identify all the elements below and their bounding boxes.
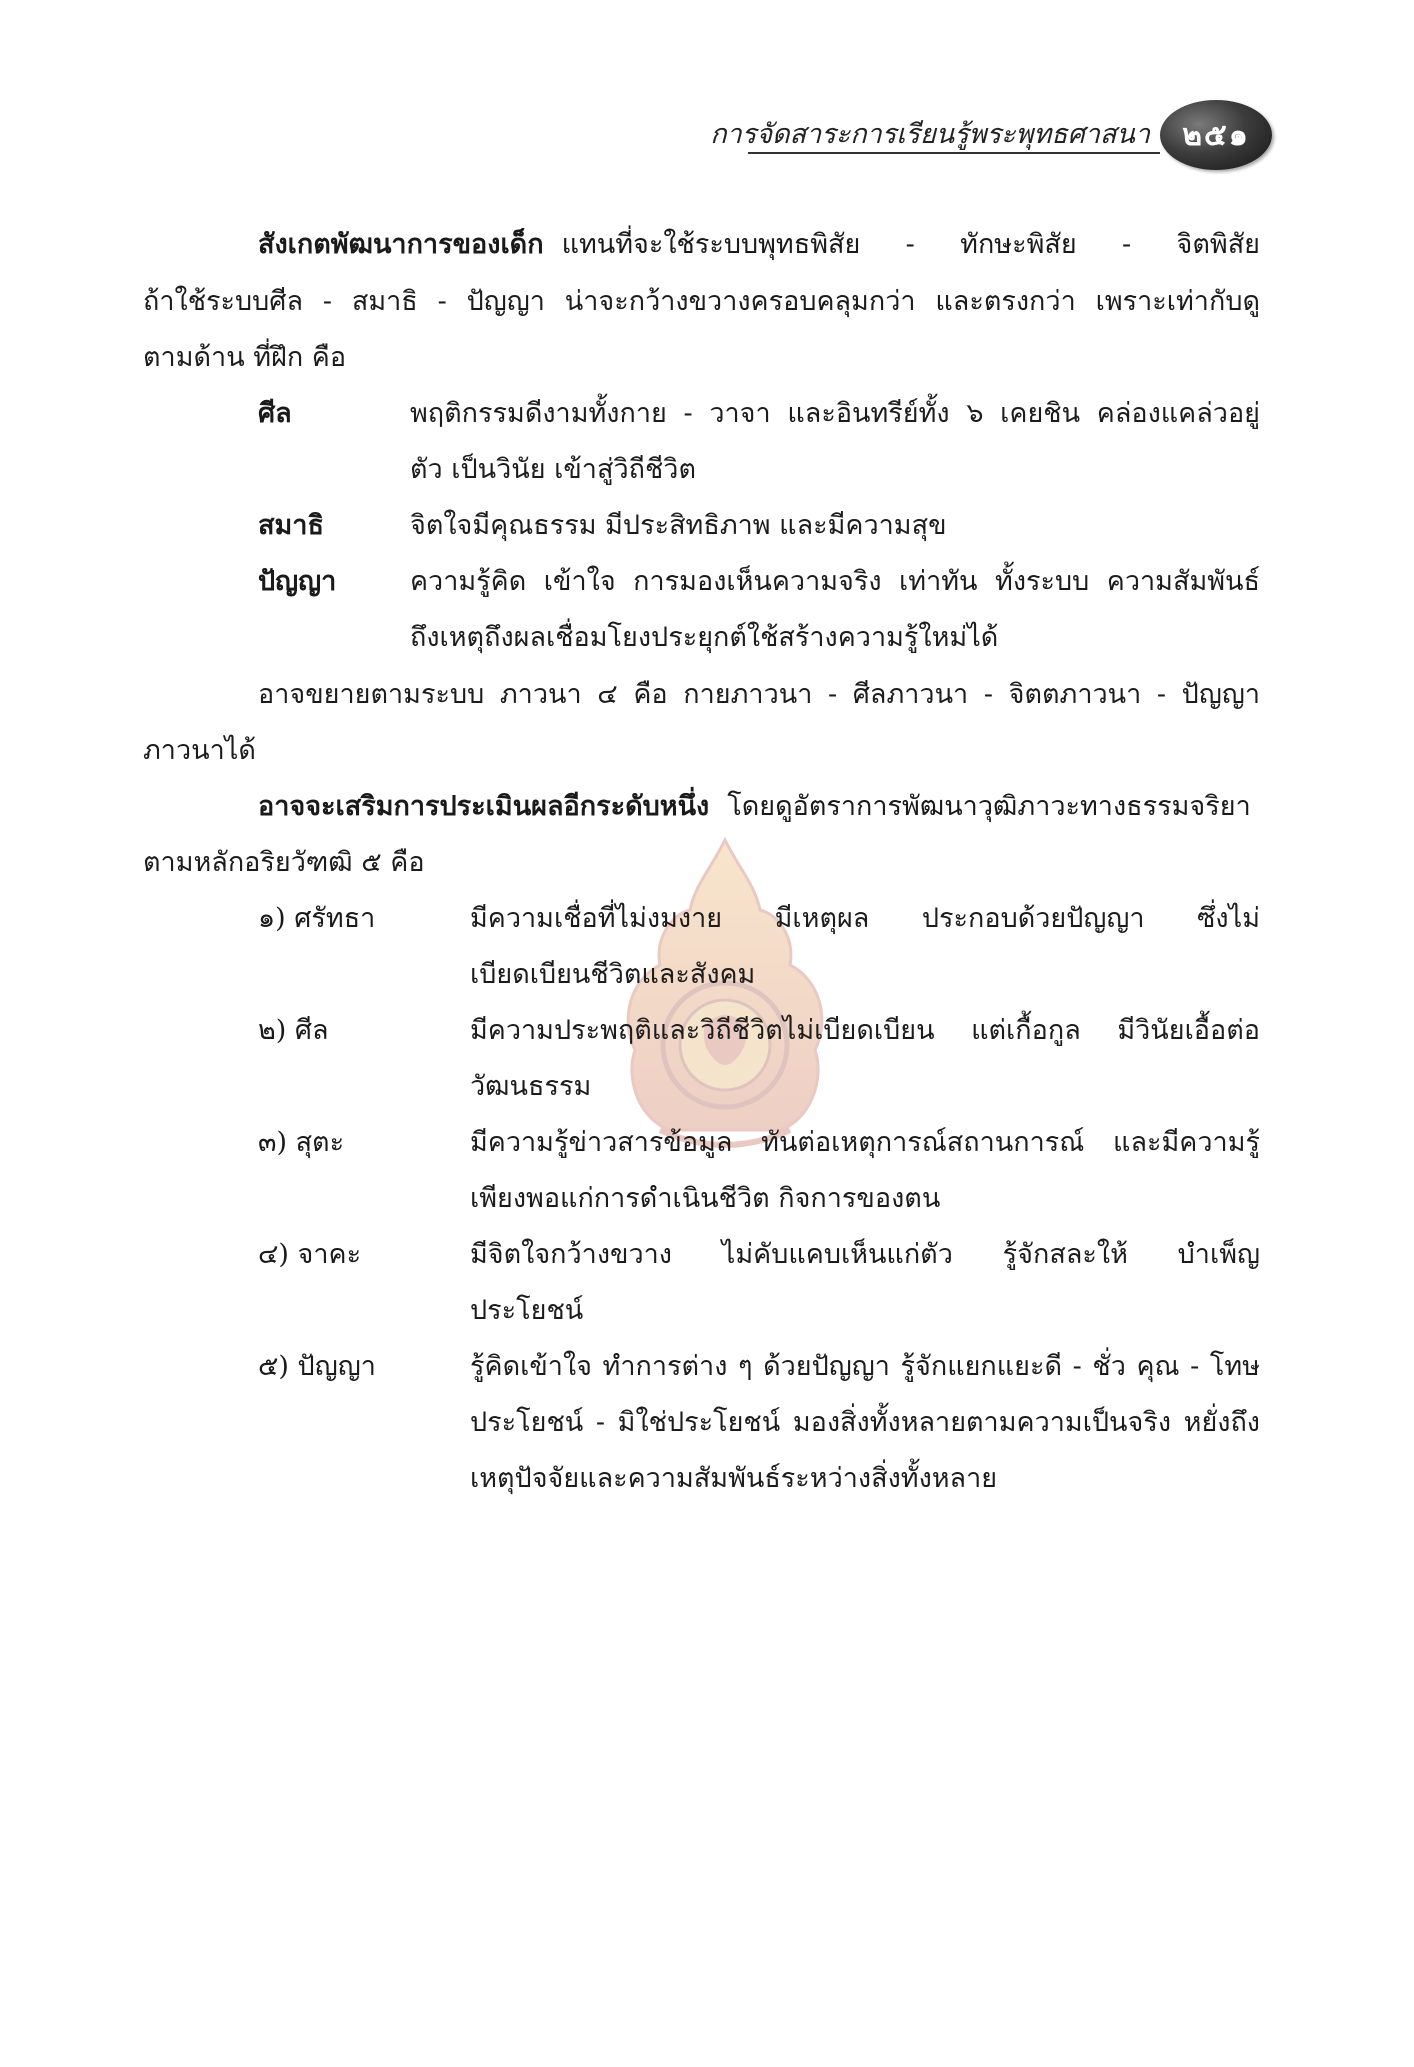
- para2-line1: อาจขยายตามระบบ ภาวนา ๔ คือ กายภาวนา - ศีลภาวนา - จิตตภาวนา - ปัญญา: [258, 679, 1260, 710]
- term-samadhi: สมาธิ: [258, 510, 324, 541]
- emblem-watermark-icon: [600, 830, 850, 1160]
- item-5-line2: ประโยชน์ - มิใช่ประโยชน์ มองสิ่งทั้งหลายตามความเป็นจริง หยั่งถึง: [470, 1407, 1260, 1438]
- page-number-badge: [1160, 100, 1272, 170]
- header-title: การจัดสาระการเรียนรู้พระพุทธศาสนา: [710, 119, 1150, 150]
- item-4-label: ๔) จาคะ: [258, 1239, 362, 1270]
- term-panya-desc-line2: ถึงเหตุถึงผลเชื่อมโยงประยุกต์ใช้สร้างความรู้ใหม่ได้: [410, 622, 999, 653]
- para1-line1: [258, 228, 1260, 262]
- para1-line2: ถ้าใช้ระบบศีล - สมาธิ - ปัญญา น่าจะกว้างขวางครอบคลุมกว่า และตรงกว่า เพราะเท่ากับดู: [143, 286, 1260, 317]
- term-panya-desc-line1: ความรู้คิด เข้าใจ การมองเห็นความจริง เท่าทัน ทั้งระบบ ความสัมพันธ์: [410, 566, 1260, 597]
- item-2-label: ๒) ศีล: [258, 1015, 329, 1046]
- item-3-line2: เพียงพอแก่การดำเนินชีวิต กิจการของตน: [470, 1183, 941, 1214]
- term-sila-desc-line1: พฤติกรรมดีงามทั้งกาย - วาจา และอินทรีย์ทั้ง ๖ เคยชิน คล่องแคล่วอยู่: [410, 398, 1260, 429]
- term-samadhi-desc-line1: จิตใจมีคุณธรรม มีประสิทธิภาพ และมีความสุข: [410, 510, 947, 541]
- header-rule: [748, 152, 1160, 154]
- para2-line2: ภาวนาได้: [143, 735, 256, 766]
- term-sila-desc-line2: ตัว เป็นวินัย เข้าสู่วิถีชีวิต: [410, 454, 696, 485]
- running-header: [700, 100, 1280, 180]
- para1-line1-text: แทนที่จะใช้ระบบพุทธพิสัย - ทักษะพิสัย - จิตพิสัย: [561, 229, 1260, 260]
- para3-line1-text: โดยดูอัตราการพัฒนาวุฒิภาวะทางธรรมจริยา: [727, 791, 1251, 822]
- para3-line1: [258, 790, 1260, 824]
- item-2-line2: วัฒนธรรม: [470, 1071, 592, 1102]
- item-5-line1: รู้คิดเข้าใจ ทำการต่าง ๆ ด้วยปัญญา รู้จักแยกแยะดี - ชั่ว คุณ - โทษ: [470, 1351, 1260, 1382]
- term-sila: ศีล: [258, 398, 292, 429]
- item-4-line2: ประโยชน์: [470, 1295, 584, 1326]
- item-1-line2: เบียดเบียนชีวิตและสังคม: [470, 959, 756, 990]
- item-4-line1: มีจิตใจกว้างขวาง ไม่คับแคบเห็นแก่ตัว รู้จักสละให้ บำเพ็ญ: [470, 1239, 1260, 1270]
- item-3-label: ๓) สุตะ: [258, 1127, 345, 1158]
- item-1-line1: มีความเชื่อที่ไม่งมงาย มีเหตุผล ประกอบด้วยปัญญา ซึ่งไม่: [470, 903, 1260, 934]
- para3-heading: อาจจะเสริมการประเมินผลอีกระดับหนึ่ง: [258, 791, 710, 822]
- para3-line2: ตามหลักอริยวัฑฒิ ๕ คือ: [143, 847, 425, 878]
- item-5-label: ๕) ปัญญา: [258, 1351, 376, 1382]
- term-panya: ปัญญา: [258, 566, 337, 597]
- item-1-label: ๑) ศรัทธา: [258, 903, 376, 934]
- para1-heading: สังเกตพัฒนาการของเด็ก: [258, 229, 544, 260]
- item-3-line1: มีความรู้ข่าวสารข้อมูล ทันต่อเหตุการณ์สถานการณ์ และมีความรู้: [470, 1127, 1260, 1158]
- item-5-line3: เหตุปัจจัยและความสัมพันธ์ระหว่างสิ่งทั้งหลาย: [470, 1463, 998, 1494]
- item-2-line1: มีความประพฤติและวิถีชีวิตไม่เบียดเบียน แต่เกื้อกูล มีวินัยเอื้อต่อ: [470, 1015, 1260, 1046]
- page-number: ๒๕๑: [1182, 117, 1250, 153]
- para1-line3: ตามด้าน ที่ฝึก คือ: [143, 342, 347, 373]
